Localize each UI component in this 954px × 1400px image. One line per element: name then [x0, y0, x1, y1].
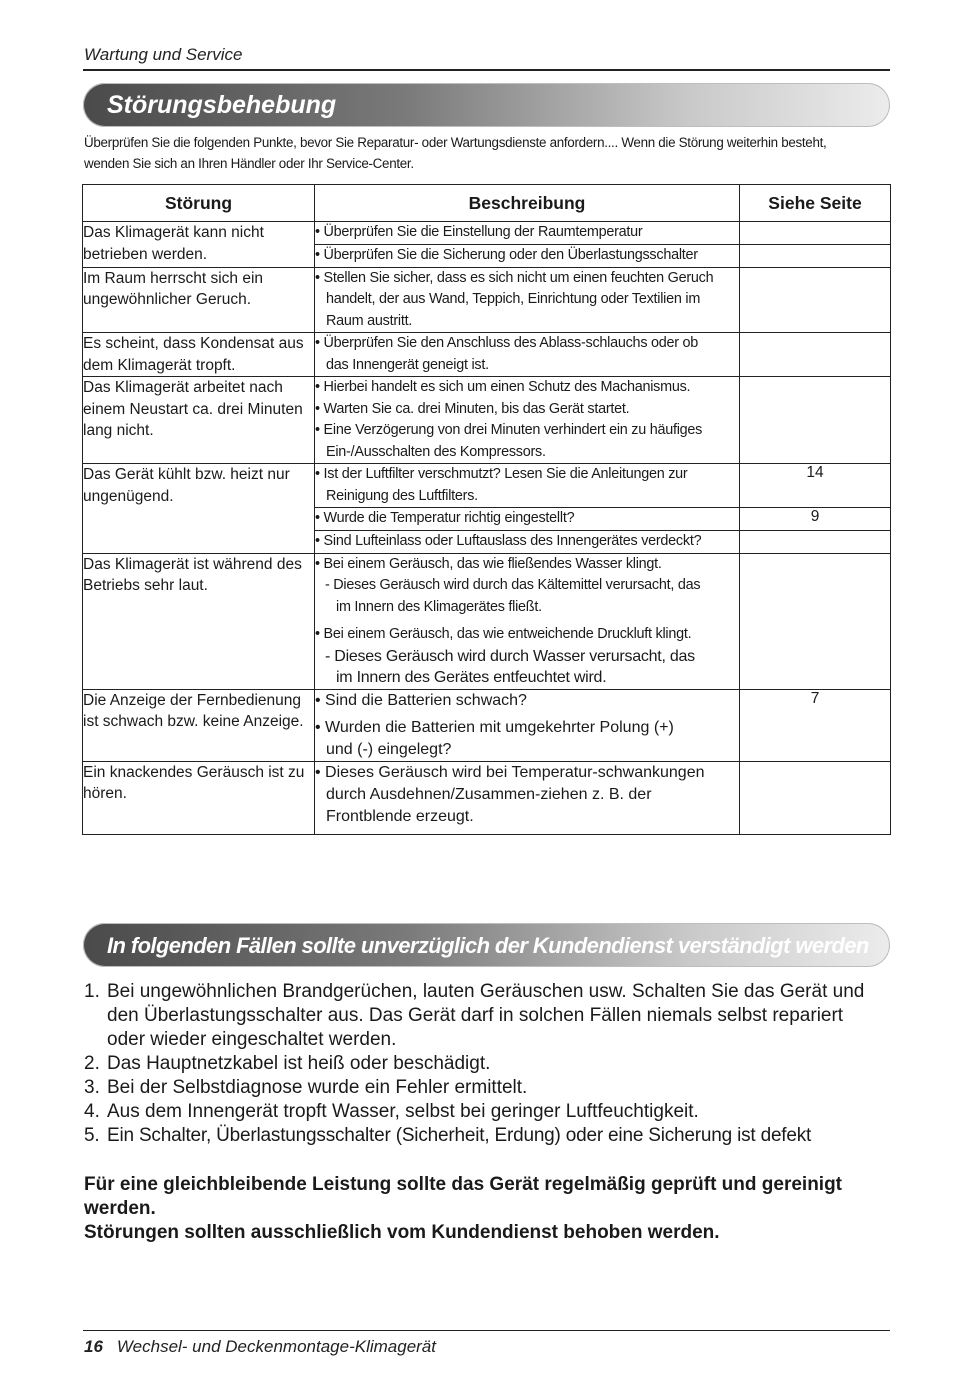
description-line: durch Ausdehnen/Zusammen-ziehen z. B. der	[326, 785, 652, 803]
description-line: • Überprüfen Sie die Einstellung der Raumtemperatur	[315, 224, 643, 240]
service-banner	[83, 923, 890, 967]
page-cell: 9	[740, 508, 891, 531]
description-line: Frontblende erzeugt.	[326, 807, 474, 825]
troubleshooting-banner	[83, 83, 890, 127]
intro-text	[84, 132, 884, 174]
table-row	[83, 267, 891, 333]
symptom-cell: Die Anzeige der Fernbedienung ist schwach bzw. keine Anzeige.	[83, 689, 315, 761]
description-line: Ein-/Ausschalten des Kompressors.	[326, 443, 546, 460]
footer-divider	[83, 1330, 890, 1331]
description-line: im Innern des Klimagerätes fließt.	[336, 598, 542, 615]
page-cell	[740, 222, 891, 245]
description-cell	[315, 222, 740, 245]
symptom-cell: Das Klimagerät arbeitet nach einem Neustart ca. drei Minuten lang nicht.	[83, 377, 315, 464]
header-divider	[83, 69, 890, 71]
table-header-row	[83, 185, 891, 222]
page-cell	[740, 761, 891, 834]
table-row	[83, 761, 891, 834]
header-page: Siehe Seite	[740, 185, 891, 222]
list-item: 1. Bei ungewöhnlichen Brandgerüchen, lauten Geräuschen usw. Schalten Sie das Gerät und den Überlastungsschalter aus. Das Gerät darf in solchen Fällen niemals selbst repariert oder wieder eingeschaltet werden.	[84, 981, 865, 1050]
description-cell	[315, 377, 740, 464]
description-cell	[315, 333, 740, 377]
description-line: und (-) eingelegt?	[326, 740, 452, 758]
page-cell	[740, 553, 891, 689]
description-cell	[315, 508, 740, 531]
description-line: • Wurde die Temperatur richtig eingestellt?	[315, 510, 575, 526]
note-line: Für eine gleichbleibende Leistung sollte das Gerät regelmäßig geprüft und gereinigt werden.	[84, 1174, 843, 1219]
page-cell	[740, 377, 891, 464]
description-line: • Sind die Batterien schwach?	[315, 691, 527, 709]
description-line: • Überprüfen Sie die Sicherung oder den Überlastungsschalter	[315, 246, 698, 263]
description-line: Raum austritt.	[326, 312, 413, 329]
description-line: • Bei einem Geräusch, das wie fließendes Wasser klingt.	[315, 555, 662, 572]
description-cell	[315, 531, 740, 554]
header-symptom: Störung	[83, 185, 315, 222]
note-line: Störungen sollten ausschließlich vom Kundendienst behoben werden.	[84, 1222, 720, 1243]
description-line: • Stellen Sie sicher, dass es sich nicht um einen feuchten Geruch	[315, 269, 714, 286]
page-cell	[740, 267, 891, 333]
description-line: - Dieses Geräusch wird durch das Kältemittel verursacht, das	[325, 577, 701, 593]
table-row	[83, 377, 891, 464]
description-cell	[315, 464, 740, 508]
page-footer	[84, 1337, 436, 1357]
troubleshooting-table	[82, 184, 891, 835]
table-row	[83, 553, 891, 689]
description-line: • Warten Sie ca. drei Minuten, bis das Gerät startet.	[315, 400, 630, 417]
description-line: • Überprüfen Sie den Anschluss des Ablass-schlauchs oder ob	[315, 335, 699, 351]
symptom-cell: Das Klimagerät kann nicht betrieben werden.	[83, 222, 315, 268]
section-header: Wartung und Service	[84, 45, 243, 64]
page-cell	[740, 531, 891, 554]
table-row	[83, 222, 891, 245]
symptom-cell: Das Gerät kühlt bzw. heizt nur ungenügend.	[83, 464, 315, 554]
footer-title: Wechsel- und Deckenmontage-Klimagerät	[116, 1337, 436, 1356]
intro-line-2: wenden Sie sich an Ihren Händler oder Ihr Service-Center.	[84, 156, 414, 171]
page-cell: 14	[740, 464, 891, 508]
description-cell	[315, 553, 740, 689]
page-cell	[740, 333, 891, 377]
symptom-cell: Das Klimagerät ist während des Betriebs sehr laut.	[83, 553, 315, 689]
description-cell	[315, 761, 740, 834]
intro-line-1: Überprüfen Sie die folgenden Punkte, bevor Sie Reparatur- oder Wartungsdienste anfordern.... Wenn die Störung weiterhin besteht,	[84, 135, 827, 150]
description-line: • Sind Lufteinlass oder Luftauslass des Innengerätes verdeckt?	[315, 533, 702, 549]
list-item: 5. Ein Schalter, Überlastungsschalter (Sicherheit, Erdung) oder eine Sicherung ist defekt	[84, 1125, 812, 1146]
troubleshooting-title: Störungsbehebung	[107, 91, 337, 119]
description-cell	[315, 244, 740, 267]
service-list	[84, 980, 884, 1148]
table-row	[83, 689, 891, 761]
description-line: Reinigung des Luftfilters.	[326, 487, 478, 504]
description-line: - Dieses Geräusch wird durch Wasser verursacht, das	[325, 647, 695, 665]
page-cell	[740, 244, 891, 267]
description-line: das Innengerät geneigt ist.	[326, 356, 489, 373]
table-row	[83, 333, 891, 377]
description-line: im Innern des Gerätes entfeuchtet wird.	[336, 669, 607, 686]
header-description: Beschreibung	[315, 185, 740, 222]
description-line: • Bei einem Geräusch, das wie entweichende Druckluft klingt.	[315, 626, 692, 642]
list-item: 4. Aus dem Innengerät tropft Wasser, selbst bei geringer Luftfeuchtigkeit.	[84, 1101, 699, 1122]
maintenance-notes	[84, 1173, 884, 1245]
description-cell	[315, 267, 740, 333]
description-line: • Ist der Luftfilter verschmutzt? Lesen Sie die Anleitungen zur	[315, 466, 688, 482]
service-title: In folgenden Fällen sollte unverzüglich der Kundendienst verständigt werden	[107, 933, 869, 958]
description-line: • Eine Verzögerung von drei Minuten verhindert ein zu häufiges	[315, 422, 703, 438]
list-item: 2. Das Hauptnetzkabel ist heiß oder beschädigt.	[84, 1053, 491, 1074]
symptom-cell: Ein knackendes Geräusch ist zu hören.	[83, 761, 315, 834]
list-item: 3. Bei der Selbstdiagnose wurde ein Fehler ermittelt.	[84, 1077, 528, 1098]
symptom-cell: Es scheint, dass Kondensat aus dem Klimagerät tropft.	[83, 333, 315, 377]
page-number: 16	[84, 1337, 103, 1356]
symptom-cell: Im Raum herrscht sich ein ungewöhnlicher Geruch.	[83, 267, 315, 333]
page-cell: 7	[740, 689, 891, 761]
description-line: • Dieses Geräusch wird bei Temperatur-schwankungen	[315, 763, 705, 781]
table-row	[83, 464, 891, 508]
description-line: • Wurden die Batterien mit umgekehrter Polung (+)	[315, 718, 674, 736]
description-line: handelt, der aus Wand, Teppich, Einrichtung oder Textilien im	[326, 291, 701, 307]
description-line: • Hierbei handelt es sich um einen Schutz des Machanismus.	[315, 379, 691, 395]
description-cell	[315, 689, 740, 761]
